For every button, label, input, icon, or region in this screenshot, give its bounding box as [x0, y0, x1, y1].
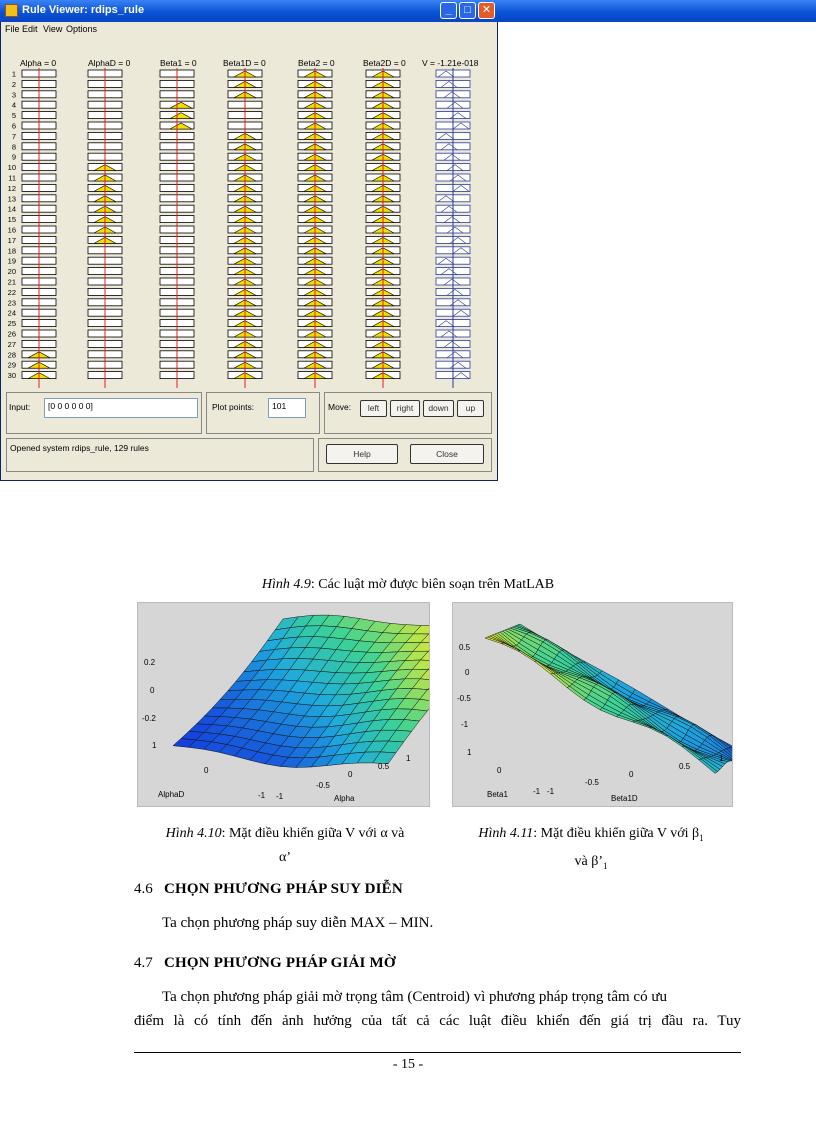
section-4-7-heading: 4.7 CHỌN PHƯƠNG PHÁP GIẢI MỜ — [134, 955, 396, 971]
input-panel — [6, 392, 492, 434]
surface-mesh — [173, 615, 429, 767]
rule-number: 21 — [7, 277, 16, 287]
surface-plot-beta-svg — [453, 603, 732, 806]
status-text: Opened system rdips_rule, 129 rules — [10, 443, 149, 453]
window-title-bar[interactable] — [0, 0, 498, 22]
section-4-6-body: Ta chọn phương pháp suy diễn MAX – MIN. — [162, 915, 434, 931]
window-title: Rule Viewer: rdips_rule — [22, 4, 145, 16]
menu-edit[interactable]: Edit — [22, 24, 38, 34]
x-tick: 0 — [629, 770, 634, 779]
y-tick: -1 — [258, 791, 266, 800]
section-4-6-heading: 4.6 CHỌN PHƯƠNG PHÁP SUY DIỄN — [134, 881, 403, 897]
rule-number: 1 — [11, 69, 16, 79]
figure-4-9-caption: Hình 4.9: Các luật mờ được biên soạn trên MatLAB — [261, 577, 555, 592]
column-header-output-v: V = -1.21e-018 — [422, 58, 479, 68]
z-tick: -0.5 — [457, 694, 471, 703]
menu-file[interactable]: File — [5, 24, 20, 34]
rule-number: 10 — [7, 163, 16, 173]
footer-rule — [134, 1052, 741, 1053]
x-tick: 1 — [719, 754, 724, 763]
x-tick: 1 — [406, 754, 411, 763]
rule-number: 19 — [7, 256, 16, 266]
rule-number: 16 — [7, 225, 16, 235]
close-button[interactable]: Close — [410, 444, 484, 464]
plot-points-label: Plot points: — [212, 402, 255, 412]
rule-number: 28 — [7, 350, 16, 360]
z-tick: 0 — [150, 686, 155, 695]
surface-mesh — [485, 624, 732, 773]
y-tick: 1 — [467, 748, 472, 757]
column-header-beta2: Beta2 = 0 — [298, 58, 335, 68]
input-label: Input: — [9, 402, 31, 412]
rule-number: 2 — [11, 79, 16, 89]
page-number: - 15 - — [392, 1057, 424, 1072]
move-label: Move: — [328, 402, 352, 412]
x-tick: 0 — [348, 770, 353, 779]
surface-plot-alpha-svg — [138, 603, 429, 806]
maximize-icon[interactable]: □ — [459, 2, 476, 19]
input-field[interactable]: [0 0 0 0 0 0] — [44, 398, 198, 418]
column-header-beta1: Beta1 = 0 — [160, 58, 197, 68]
x-tick: -1 — [547, 787, 555, 796]
y-tick: 0 — [204, 766, 209, 775]
y-axis-label: AlphaD — [158, 790, 185, 799]
rule-number: 22 — [7, 287, 16, 297]
y-tick: 1 — [152, 741, 157, 750]
rule-number: 8 — [11, 142, 16, 152]
rule-number: 17 — [7, 235, 16, 245]
move-down-button[interactable]: down — [423, 400, 454, 417]
rule-number: 26 — [7, 329, 16, 339]
rule-number: 30 — [7, 371, 16, 381]
help-button[interactable]: Help — [326, 444, 398, 464]
rule-number: 11 — [8, 173, 16, 183]
column-header-beta1d: Beta1D = 0 — [223, 58, 266, 68]
rule-number: 29 — [7, 360, 16, 370]
move-right-button[interactable]: right — [390, 400, 420, 417]
z-tick: 0 — [465, 668, 470, 677]
rule-grid-svg — [0, 68, 496, 390]
x-tick: 0.5 — [679, 762, 691, 771]
move-left-button[interactable]: left — [360, 400, 387, 417]
rule-number: 5 — [11, 111, 16, 121]
figure-4-11-caption: Hình 4.11: Mặt điều khiển giữa V với $\beta_1$ và $\beta’_1$ — [478, 826, 704, 871]
figure-4-10-caption: Hình 4.10: Mặt điều khiển giữa V với α và α’ — [165, 826, 405, 865]
y-tick: -1 — [533, 787, 541, 796]
rule-number: 9 — [11, 152, 16, 162]
rule-number: 20 — [7, 267, 16, 277]
z-tick: -0.2 — [142, 714, 156, 723]
rule-number: 23 — [7, 298, 16, 308]
rule-number: 6 — [11, 121, 16, 131]
column-header-alphad: AlphaD = 0 — [88, 58, 131, 68]
y-tick: 0 — [497, 766, 502, 775]
column-header-alpha: Alpha = 0 — [20, 58, 57, 68]
rule-number: 27 — [7, 339, 16, 349]
rule-number: 13 — [7, 194, 16, 204]
rule-number: 25 — [7, 319, 16, 329]
y-axis-label: Beta1 — [487, 790, 508, 799]
x-tick: -0.5 — [316, 781, 330, 790]
section-4-7-body-line2: điểm là có tính đến ảnh hưởng của tất cả các luật điều khiển đến giá trị đầu ra. Tuy — [134, 1013, 741, 1029]
column-header-beta2d: Beta2D = 0 — [363, 58, 406, 68]
menu-view[interactable]: View — [43, 24, 63, 34]
x-tick: -1 — [276, 792, 284, 801]
plot-points-field[interactable]: 101 — [268, 398, 306, 418]
menu-options[interactable]: Options — [66, 24, 98, 34]
z-tick: 0.2 — [144, 658, 156, 667]
rule-number: 4 — [11, 100, 16, 110]
rule-viewer-window — [0, 0, 498, 481]
x-tick: -0.5 — [585, 778, 599, 787]
rule-number: 14 — [7, 204, 16, 214]
rule-number: 7 — [11, 131, 16, 141]
x-tick: 0.5 — [378, 762, 390, 771]
x-axis-label: Alpha — [334, 794, 355, 803]
x-axis-label: Beta1D — [611, 794, 638, 803]
rule-number: 15 — [7, 215, 16, 225]
matlab-app-icon — [5, 4, 18, 17]
move-up-button[interactable]: up — [457, 400, 484, 417]
z-tick: 0.5 — [459, 643, 471, 652]
rule-number: 3 — [11, 90, 16, 100]
menu-bar — [0, 22, 498, 36]
z-tick: -1 — [461, 720, 469, 729]
rule-number: 18 — [7, 246, 16, 256]
minimize-icon[interactable]: _ — [440, 2, 457, 19]
rule-number: 12 — [7, 183, 16, 193]
section-4-7-body-line1: Ta chọn phương pháp giải mờ trọng tâm (Centroid) vì phương pháp trọng tâm có ưu — [162, 989, 667, 1005]
surface-plot-alpha — [137, 602, 430, 807]
close-icon[interactable]: ✕ — [478, 2, 495, 19]
surface-plot-beta — [452, 602, 733, 807]
rule-number: 24 — [7, 308, 16, 318]
